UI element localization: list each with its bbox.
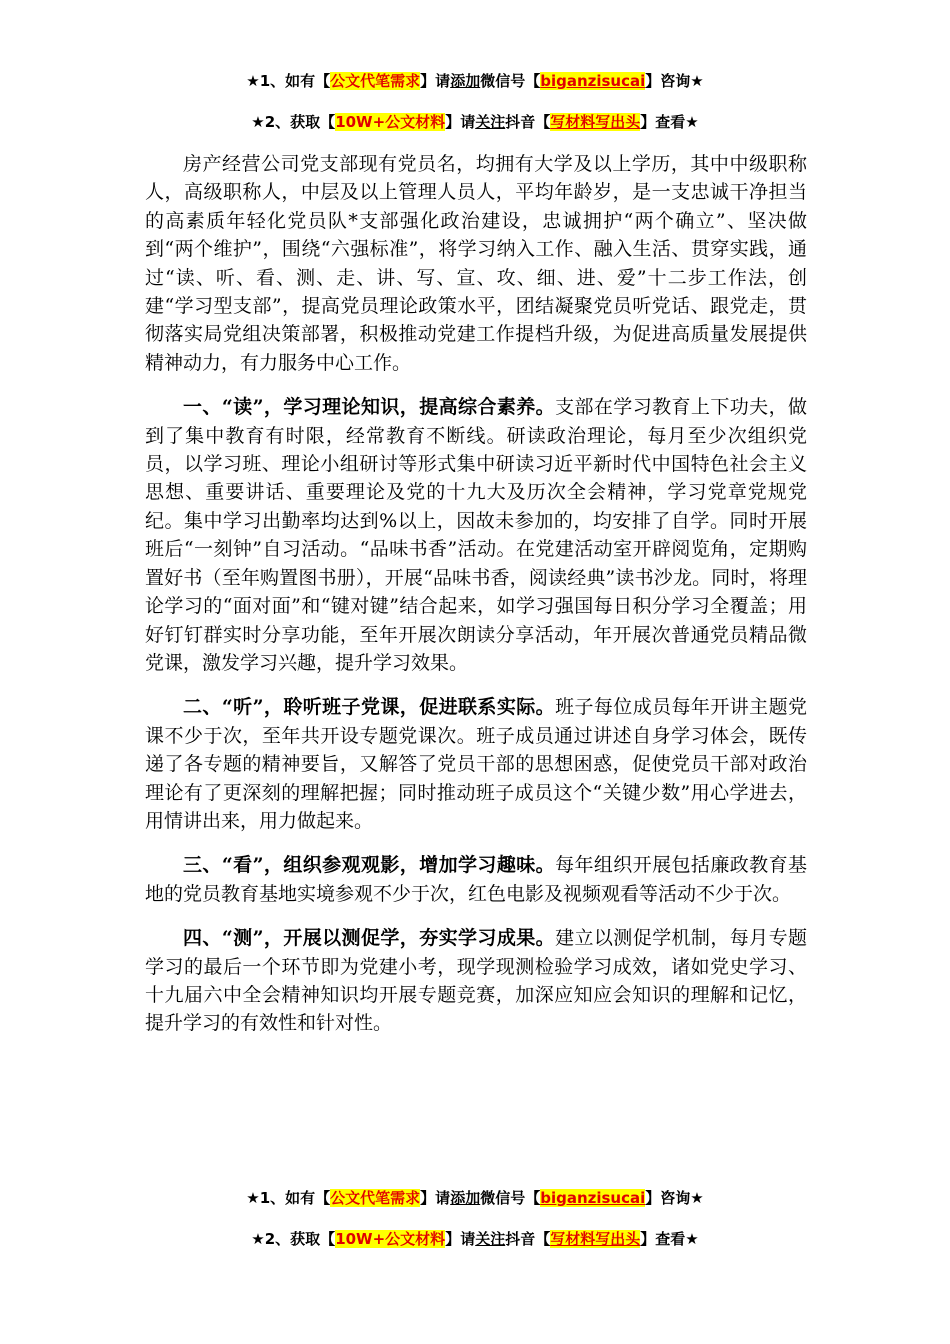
banner-text: 】查看★ xyxy=(640,1230,699,1248)
banner-underline: 添加 xyxy=(450,1189,481,1207)
banner-text: 抖音【 xyxy=(505,113,551,131)
paragraph-heading: 二、“听”，聆听班子党课，促进联系实际。 xyxy=(183,696,556,719)
banner-text: ★1、如有【 xyxy=(246,72,331,90)
banner-wechat-id: biganzisucai xyxy=(540,1189,646,1207)
paragraph-test xyxy=(145,924,807,1038)
banner-text: 】请 xyxy=(420,72,451,90)
banner-highlight: 公文代笔需求 xyxy=(330,1189,421,1207)
paragraph-text: 班子每位成员每年开讲主题党课不少于次，至年共开设专题党课次。班子成员通过讲述自身学习体会，既传递了各专题的精神要旨，又解答了党员干部的思想困惑，促使党员干部对政治理论有了更深刻的理解把握；同时推动班子成员这个“关键少数”用心学进去，用情讲出来，用力做起来。 xyxy=(145,696,807,832)
banner-text: 】请 xyxy=(445,1230,476,1248)
banner-text: 微信号【 xyxy=(480,1189,541,1207)
banner-underline: 添加 xyxy=(450,72,481,90)
banner-text: ★1、如有【 xyxy=(246,1189,331,1207)
paragraph-heading: 三、“看”，组织参观观影，增加学习趣味。 xyxy=(183,854,556,877)
banner-text: 】咨询★ xyxy=(645,1189,704,1207)
ad-banner-top-line1 xyxy=(0,70,950,92)
paragraph-heading: 一、“读”，学习理论知识，提高综合素养。 xyxy=(183,396,556,419)
banner-highlight: 10W+公文材料 xyxy=(335,113,446,131)
banner-highlight: 10W+公文材料 xyxy=(335,1230,446,1248)
banner-wechat-id: biganzisucai xyxy=(540,72,646,90)
banner-underline: 关注 xyxy=(475,113,506,131)
paragraph-intro xyxy=(145,150,807,377)
banner-text: 抖音【 xyxy=(505,1230,551,1248)
paragraph-text: 建立以测促学机制，每月专题学习的最后一个环节即为党建小考，现学现测检验学习成效，诸如党史学习、十九届六中全会精神知识均开展专题竞赛，加深应知应会知识的理解和记忆，提升学习的有效性和针对性。 xyxy=(145,927,807,1035)
paragraph-listen xyxy=(145,693,807,835)
banner-text: 】查看★ xyxy=(640,113,699,131)
paragraph-heading: 四、“测”，开展以测促学，夯实学习成果。 xyxy=(183,927,556,950)
banner-highlight: 公文代笔需求 xyxy=(330,72,421,90)
banner-text: 】咨询★ xyxy=(645,72,704,90)
paragraph-read xyxy=(145,393,807,677)
banner-text: ★2、获取【 xyxy=(251,1230,336,1248)
paragraph-text: 房产经营公司党支部现有党员名，均拥有大学及以上学历，其中中级职称人，高级职称人，中层及以上管理人员人，平均年龄岁，是一支忠诚干净担当的高素质年轻化党员队*支部强化政治建设，忠诚拥护“两个确立”、坚决做到“两个维护”，围绕“六强标准”，将学习纳入工作、融入生活、贯穿实践，通过“读、听、看、测、走、讲、写、宣、攻、细、进、爱”十二步工作法，创建“学习型支部”，提高党员理论政策水平，团结凝聚党员听党话、跟党走，贯彻落实局党组决策部署，积极推动党建工作提档升级，为促进高质量发展提供精神动力，有力服务中心工作。 xyxy=(145,153,807,374)
banner-douyin-id: 写材料写出头 xyxy=(550,113,641,131)
banner-text: 】请 xyxy=(445,113,476,131)
paragraph-watch xyxy=(145,851,807,908)
banner-text: ★2、获取【 xyxy=(251,113,336,131)
paragraph-text: 支部在学习教育上下功夫，做到了集中教育有时限，经常教育不断线。研读政治理论，每月至少次组织党员，以学习班、理论小组研讨等形式集中研读习近平新时代中国特色社会主义思想、重要讲话、重要理论及党的十九大及历次全会精神，学习党章党规党纪。集中学习出勤率均达到%以上，因故未参加的，均安排了自学。同时开展班后“一刻钟”自习活动。“品味书香”活动。在党建活动室开辟阅览角，定期购置好书（至年购置图书册），开展“品味书香，阅读经典”读书沙龙。同时，将理论学习的“面对面”和“键对键”结合起来，如学习强国每日积分学习全覆盖；用好钉钉群实时分享功能，至年开展次朗读分享活动，年开展次普通党员精品微党课，激发学习兴趣，提升学习效果。 xyxy=(145,396,807,674)
banner-douyin-id: 写材料写出头 xyxy=(550,1230,641,1248)
document-body xyxy=(145,150,807,1054)
banner-underline: 关注 xyxy=(475,1230,506,1248)
paragraph-text: 每年组织开展包括廉政教育基地的党员教育基地实境参观不少于次，红色电影及视频观看等活动不少于次。 xyxy=(145,854,807,905)
banner-text: 】请 xyxy=(420,1189,451,1207)
ad-banner-bottom-line2 xyxy=(0,1228,950,1250)
banner-text: 微信号【 xyxy=(480,72,541,90)
ad-banner-top-line2 xyxy=(0,111,950,133)
ad-banner-bottom-line1 xyxy=(0,1187,950,1209)
